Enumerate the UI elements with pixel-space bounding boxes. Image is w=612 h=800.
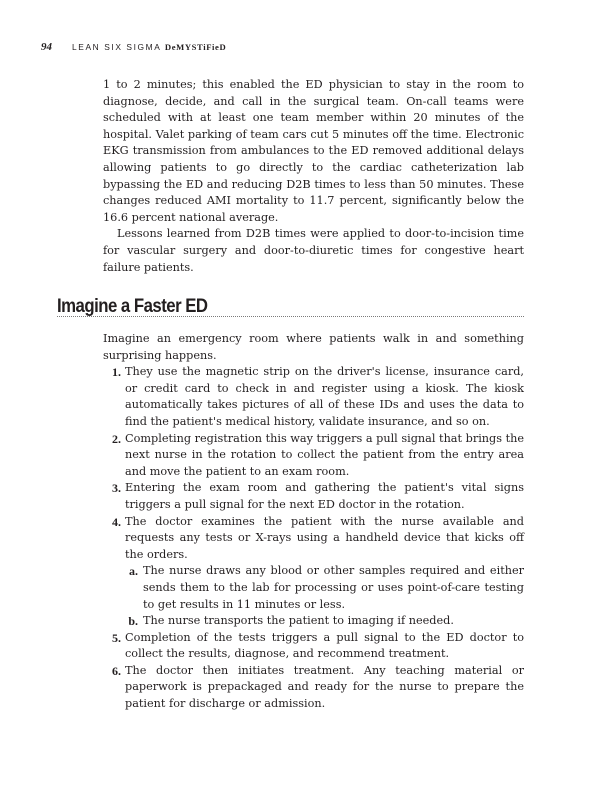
sub-item-a xyxy=(125,563,524,613)
running-title-text: LEAN SIX SIGMA xyxy=(72,42,161,52)
list-item-text: Entering the exam room and gathering the patient's vital signs triggers a pull signal for the next ED doctor in the rotation. xyxy=(125,481,524,511)
list-item-5 xyxy=(103,630,524,663)
list-item-text: The doctor examines the patient with the nurse available and requests any tests or X-rays using a handheld device that kicks off the orders. xyxy=(125,514,524,561)
intro-paragraph-2: Lessons learned from D2B times were applied to door-to-incision time for vascular surgery and door-to-diuretic times for congestive heart failure patients. xyxy=(103,227,524,274)
sub-item-b xyxy=(125,613,524,630)
running-brand: DeMYSTiFieD xyxy=(164,42,227,52)
intro-block xyxy=(103,77,524,276)
list-item-text: The doctor then initiates treatment. Any teaching material or paperwork is prepackaged and ready for the nurse to prepare the patient for discharge or admission. xyxy=(125,663,524,711)
sub-item-text: The nurse draws any blood or other samples required and either sends them to the lab for processing or uses point-of-care testing to get results in 11 minutes or less. xyxy=(143,564,524,611)
sub-letter: b. xyxy=(128,614,138,629)
section-body xyxy=(103,331,524,713)
list-item-2 xyxy=(103,431,524,481)
steps-list xyxy=(103,364,524,712)
list-number: 5. xyxy=(112,630,121,645)
list-item-text: Completion of the tests triggers a pull signal to the ED doctor to collect the results, diagnose, and recommend treatment. xyxy=(125,630,524,661)
running-title xyxy=(72,42,226,52)
list-item-4 xyxy=(103,514,524,630)
list-number: 6. xyxy=(112,663,121,678)
section-intro: Imagine an emergency room where patients walk in and something surprising happens. xyxy=(103,332,524,362)
page-number: 94 xyxy=(41,41,52,53)
list-item-text: They use the magnetic strip on the driver's license, insurance card, or credit card to check in and register using a kiosk. The kiosk automatically takes pictures of all of these IDs and uses the data to find the patient's medical history, validate insurance, and so on. xyxy=(125,365,524,428)
list-number: 1. xyxy=(112,365,121,380)
intro-paragraph-1: 1 to 2 minutes; this enabled the ED physician to stay in the room to diagnose, decide, and call in the surgical team. On-call teams were scheduled with at least one team member within 20 minutes of the hospital. Valet parking of team cars cut 5 minutes off the time. Electronic EKG transmission from ambulances to the ED removed additional delays allowing patients to go directly to the cardiac catheterization lab bypassing the ED and reducing D2B times to less than 50 minutes. These changes reduced AMI mortality to 11.7 percent, significantly below the 16.6 percent national average. xyxy=(103,78,524,224)
list-number: 3. xyxy=(112,481,121,496)
sub-letter: a. xyxy=(129,564,138,579)
page-header xyxy=(41,41,226,55)
substeps-list xyxy=(125,563,524,629)
list-number: 4. xyxy=(112,514,121,529)
list-item-3 xyxy=(103,480,524,513)
section-heading: Imagine a Faster ED xyxy=(57,295,208,317)
sub-item-text: The nurse transports the patient to imaging if needed. xyxy=(143,614,454,628)
list-number: 2. xyxy=(112,431,121,446)
list-item-1 xyxy=(103,364,524,430)
list-item-6 xyxy=(103,663,524,713)
section-divider xyxy=(57,316,524,317)
list-item-text: Completing registration this way triggers a pull signal that brings the next nurse in the rotation to collect the patient from the entry area and move the patient to an exam room. xyxy=(125,431,525,478)
